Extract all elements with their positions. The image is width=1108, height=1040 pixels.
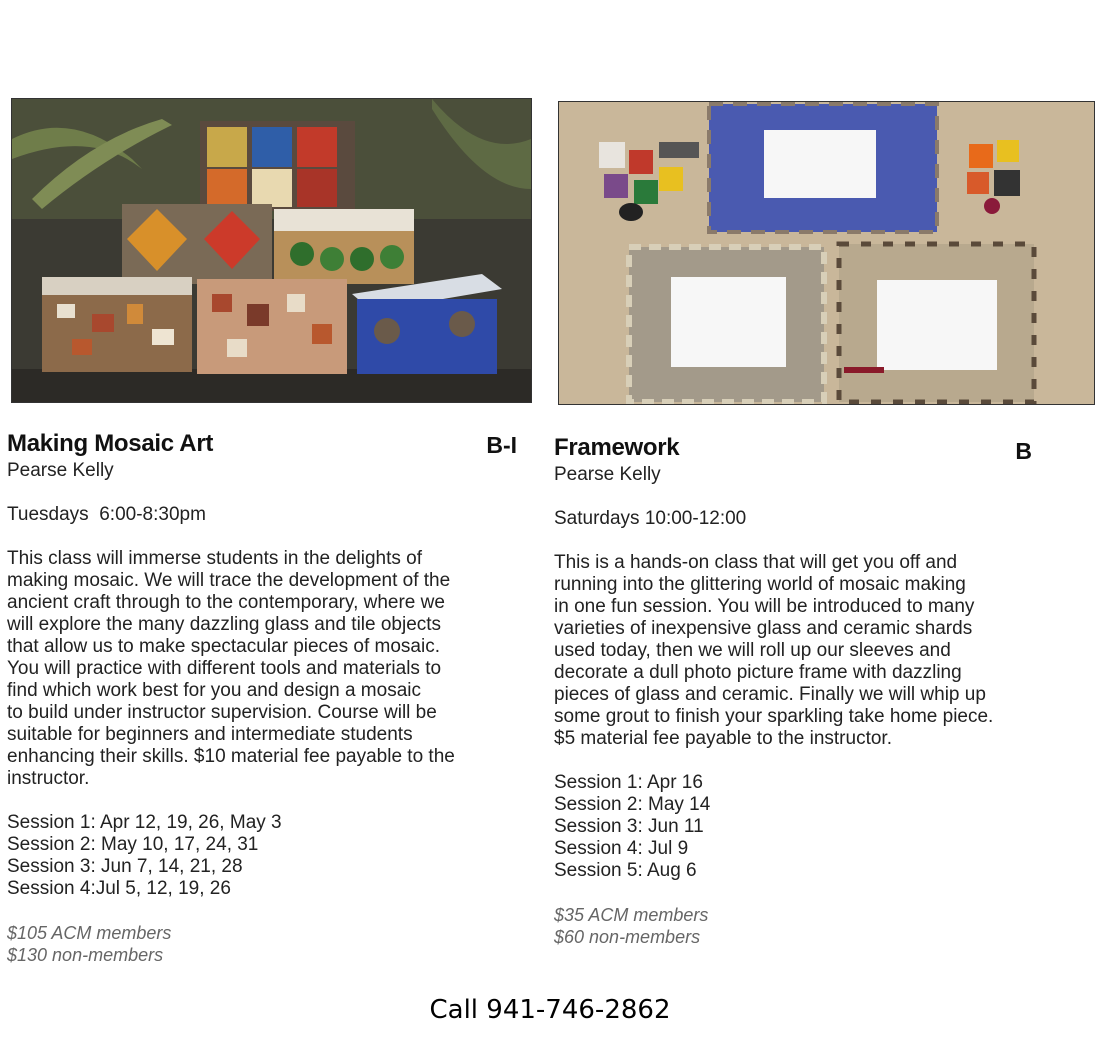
course-level: B: [1015, 438, 1032, 464]
description-line: find which work best for you and design a mosaic: [7, 680, 421, 701]
member-price: $35 ACM members: [554, 905, 709, 925]
session-item: Session 1: Apr 16: [554, 772, 703, 793]
pink-mosaic-cube: [197, 279, 347, 374]
description-line: running into the glittering world of mosaic making: [554, 574, 966, 595]
call-phone-number: Call 941-746-2862: [429, 995, 671, 1025]
mosaic-frames-photo: [558, 101, 1095, 405]
description-line: varieties of inexpensive glass and ceramic shards: [554, 618, 973, 639]
course-title: Framework: [554, 434, 680, 461]
non-member-price: $130 non-members: [7, 945, 164, 965]
price-list: [554, 904, 1064, 948]
session-item: Session 1: Apr 12, 19, 26, May 3: [7, 812, 282, 833]
class-schedule: Tuesdays 6:00-8:30pm: [7, 504, 206, 525]
course-title: Making Mosaic Art: [7, 430, 214, 457]
member-price: $105 ACM members: [7, 923, 172, 943]
course-header: [554, 434, 1064, 464]
price-list: [7, 922, 517, 966]
description-line: in one fun session. You will be introduced to many: [554, 596, 975, 617]
brown-mosaic-cube: [42, 277, 192, 372]
description-line: $5 material fee payable to the instructor.: [554, 728, 892, 749]
description-line: ancient craft through to the contemporary, where we: [7, 592, 445, 613]
description-line: that allow us to make spectacular pieces of mosaic.: [7, 636, 440, 657]
non-member-price: $60 non-members: [554, 927, 701, 947]
description-line: to build under instructor supervision. Course will be: [7, 702, 437, 723]
description-line: enhancing their skills. $10 material fee payable to the: [7, 746, 455, 767]
description-line: will explore the many dazzling glass and tile objects: [7, 614, 442, 635]
course-description: [554, 552, 1064, 750]
description-line: This class will immerse students in the delights of: [7, 548, 422, 569]
description-line: instructor.: [7, 768, 90, 789]
course-header: [7, 430, 517, 460]
description-line: This is a hands-on class that will get you off and: [554, 552, 958, 573]
course-description: [7, 548, 517, 790]
description-line: making mosaic. We will trace the development of the: [7, 570, 451, 591]
session-list: [7, 812, 517, 900]
course-framework: [554, 434, 1064, 948]
description-line: pieces of glass and ceramic. Finally we will whip up: [554, 684, 986, 705]
bottom-right-mosaic-frame: [839, 244, 1034, 402]
instructor-name: Pearse Kelly: [7, 460, 114, 481]
instructor-name: Pearse Kelly: [554, 464, 661, 485]
description-line: suitable for beginners and intermediate students: [7, 724, 413, 745]
session-item: Session 5: Aug 6: [554, 860, 697, 881]
session-item: Session 4:Jul 5, 12, 19, 26: [7, 878, 231, 899]
bottom-left-mosaic-frame: [629, 247, 824, 402]
course-level: B-I: [486, 432, 517, 458]
mosaic-boxes-photo: [11, 98, 532, 403]
description-line: decorate a dull photo picture frame with dazzling: [554, 662, 962, 683]
top-blue-mosaic-frame: [709, 104, 937, 232]
description-line: used today, then we will roll up our sleeves and: [554, 640, 951, 661]
session-list: [554, 772, 1064, 882]
class-schedule: Saturdays 10:00-12:00: [554, 508, 747, 529]
description-line: some grout to finish your sparkling take home piece.: [554, 706, 994, 727]
session-item: Session 2: May 14: [554, 794, 711, 815]
green-dot-mosaic-cube: [274, 209, 414, 284]
top-mosaic-cube: [200, 121, 355, 211]
diamond-mosaic-cube: [122, 204, 272, 284]
session-item: Session 3: Jun 11: [554, 816, 704, 837]
session-item: Session 4: Jul 9: [554, 838, 689, 859]
description-line: You will practice with different tools and materials to: [7, 658, 442, 679]
session-item: Session 2: May 10, 17, 24, 31: [7, 834, 259, 855]
session-item: Session 3: Jun 7, 14, 21, 28: [7, 856, 243, 877]
course-making-mosaic-art: [7, 430, 517, 966]
